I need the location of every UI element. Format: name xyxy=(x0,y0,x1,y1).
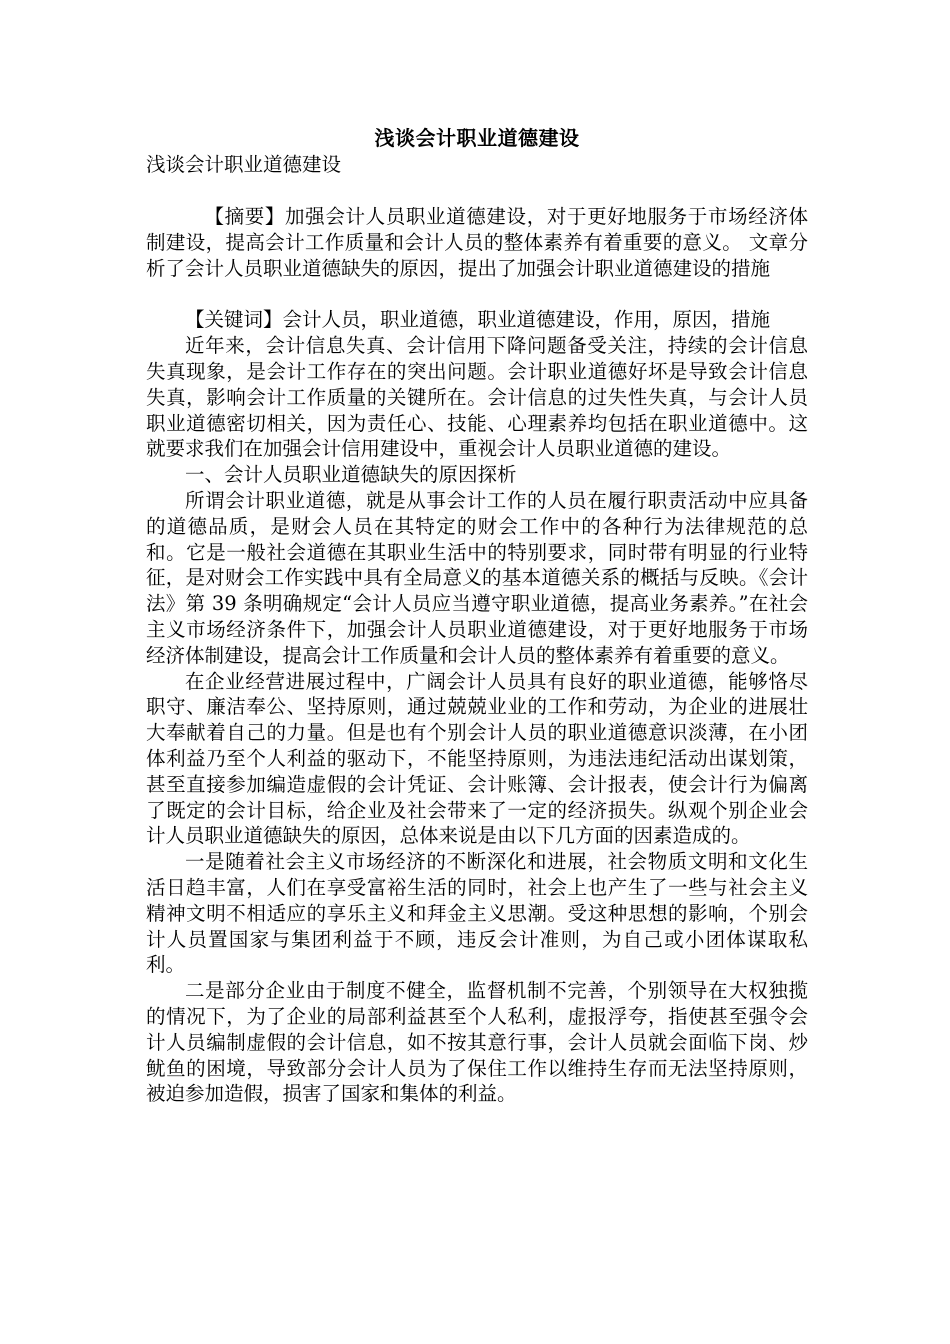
body-paragraph-process: 在企业经营进展过程中，广阔会计人员具有良好的职业道德，能够恪尽职守、廉洁奉公、坚持原则，通过兢兢业业的工作和劳动，为企业的进展壮大奉献着自己的力量。但是也有个别会计人员的职业道德意识淡薄，在小团体利益乃至个人利益的驱动下，不能坚持原则，为违法违纪活动出谋划策，甚至直接参加编造虚假的会计凭证、会计账簿、会计报表，使会计行为偏离了既定的会计目标，给企业及社会带来了一定的经济损失。纵观个别企业会计人员职业道德缺失的原因，总体来说是由以下几方面的因素造成的。 xyxy=(146,669,808,848)
document-page xyxy=(146,124,808,1107)
section-heading-1: 一、会计人员职业道德缺失的原因探析 xyxy=(185,463,517,487)
body-paragraph-reason-2: 二是部分企业由于制度不健全，监督机制不完善，个别领导在大权独揽的情况下，为了企业的局部利益甚至个人私利，虚报浮夸，指使甚至强令会计人员编制虚假的会计信息，如不按其意行事，会计人员就会面临下岗、炒鱿鱼的困境，导致部分会计人员为了保住工作以维持生存而无法坚持原则，被迫参加造假，损害了国家和集体的利益。 xyxy=(146,979,808,1106)
document-subtitle: 浅谈会计职业道德建设 xyxy=(146,153,342,176)
blank-line xyxy=(146,178,808,204)
body-paragraph-definition: 所谓会计职业道德，就是从事会计工作的人员在履行职责活动中应具备的道德品质，是财会人员在其特定的财会工作中的各种行为法律规范的总和。它是一般社会道德在其职业生活中的特别要求，同时带有明显的行业特征，是对财会工作实践中具有全局意义的基本道德关系的概括与反映。《会计法》第 39 条明确规定“会计人员应当遵守职业道德，提高业务素养。”在社会主义市场经济条件下，加强会计人员职业道德建设，对于更好地服务于市场经济体制建设，提高会计工作质量和会计人员的整体素养有着重要的意义。 xyxy=(146,488,808,667)
keywords-paragraph: 【关键词】会计人员，职业道德，职业道德建设，作用，原因，措施 xyxy=(185,308,771,332)
body-paragraph-reason-1: 一是随着社会主义市场经济的不断深化和进展，社会物质文明和文化生活日趋丰富，人们在享受富裕生活的同时，社会上也产生了一些与社会主义精神文明不相适应的享乐主义和拜金主义思潮。受这种思想的影响，个别会计人员置国家与集团利益于不顾，违反会计准则，为自己或小团体谋取私利。 xyxy=(146,850,808,977)
document-title: 浅谈会计职业道德建设 xyxy=(374,126,580,150)
blank-line xyxy=(146,281,808,307)
body-paragraph-intro: 近年来，会计信息失真、会计信用下降问题备受关注，持续的会计信息失真现象，是会计工作存在的突出问题。会计职业道德好坏是导致会计信息失真，影响会计工作质量的关键所在。会计信息的过失性失真，与会计人员职业道德密切相关，因为责任心、技能、心理素养均包括在职业道德中。这就要求我们在加强会计信用建设中，重视会计人员职业道德的建设。 xyxy=(146,334,808,461)
abstract-paragraph: 【摘要】加强会计人员职业道德建设，对于更好地服务于市场经济体制建设，提高会计工作质量和会计人员的整体素养有着重要的意义。 文章分析了会计人员职业道德缺失的原因，提出了加强会计职业道德建设的措施 xyxy=(146,205,808,280)
